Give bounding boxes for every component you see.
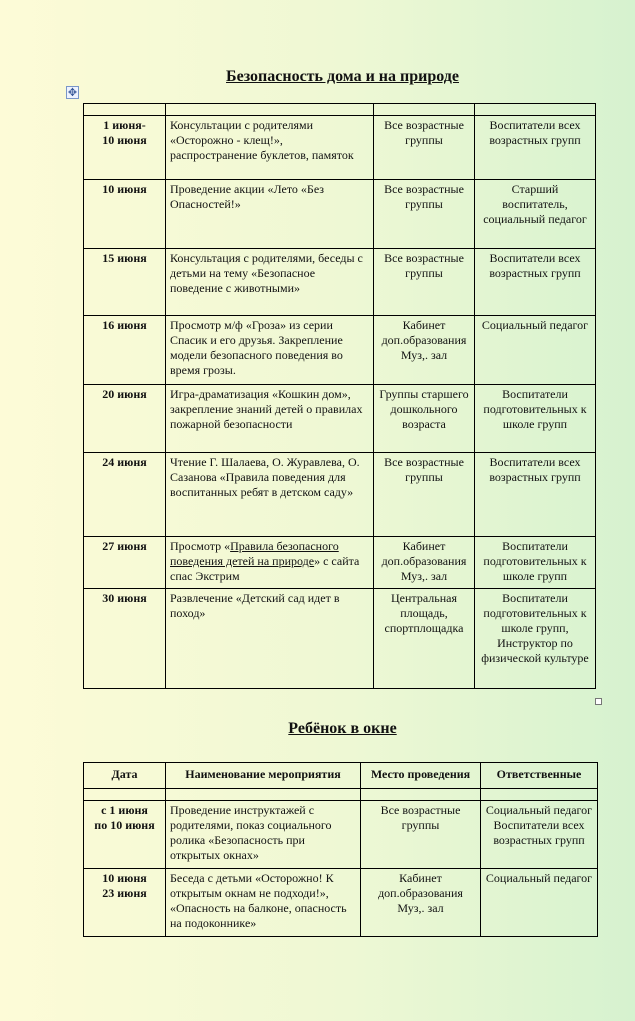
responsible-cell: Воспитатели подготовительных к школе групп [475, 385, 596, 453]
date-cell: 10 июня 23 июня [84, 869, 166, 937]
responsible-cell: Воспитатели подготовительных к школе групп [475, 537, 596, 589]
table-move-handle-icon[interactable]: ✥ [67, 86, 78, 99]
window-safety-table [83, 762, 598, 937]
table-row [84, 453, 596, 537]
place-cell: Все возрастные группы [374, 453, 475, 537]
date-cell: 20 июня [84, 385, 166, 453]
date-cell: 24 июня [84, 453, 166, 537]
table-row [84, 589, 596, 689]
event-cell: Чтение Г. Шалаева, О. Журавлева, О. Сазанова «Правила поведения для воспитанных ребят в детском саду» [166, 453, 374, 537]
event-cell: Проведение инструктажей с родителями, показ социального ролика «Безопасность при открытых окнах» [166, 801, 361, 869]
table-row [84, 180, 596, 249]
date-cell: 1 июня- 10 июня [84, 116, 166, 180]
table-spacer-row [84, 789, 598, 801]
place-cell: Все возрастные группы [374, 249, 475, 316]
event-cell: Игра-драматизация «Кошкин дом», закрепление знаний детей о правилах пожарной безопасности [166, 385, 374, 453]
date-cell: 30 июня [84, 589, 166, 689]
date-cell: 10 июня [84, 180, 166, 249]
table-row [84, 116, 596, 180]
responsible-cell: Воспитатели всех возрастных групп [475, 116, 596, 180]
responsible-cell: Социальный педагог [481, 869, 598, 937]
date-cell: 27 июня [84, 537, 166, 589]
safety-table [83, 103, 596, 689]
event-link[interactable]: Правила безопасного поведения детей на природе [170, 539, 339, 568]
table-row [84, 385, 596, 453]
table-row [84, 249, 596, 316]
table-row [84, 801, 598, 869]
table-header-row-empty [84, 104, 596, 116]
date-cell: 16 июня [84, 316, 166, 385]
place-cell: Все возрастные группы [374, 116, 475, 180]
responsible-cell: Старший воспитатель, социальный педагог [475, 180, 596, 249]
place-cell: Все возрастные группы [374, 180, 475, 249]
event-suffix: » с сайта спас Экстрим [170, 554, 360, 583]
event-cell: Проведение акции «Лето «Без Опасностей!» [166, 180, 374, 249]
section-title-safety: Безопасность дома и на природе [226, 68, 459, 85]
responsible-cell: Воспитатели всех возрастных групп [475, 249, 596, 316]
event-prefix: Просмотр « [170, 539, 231, 553]
table-row [84, 537, 596, 589]
event-cell: Беседа с детьми «Осторожно! К открытым окнам не подходи!», «Опасность на балконе, опасность на подоконнике» [166, 869, 361, 937]
event-cell: Консультации с родителями «Осторожно - клещ!», распространение буклетов, памяток [166, 116, 374, 180]
date-cell: 15 июня [84, 249, 166, 316]
date-cell: с 1 июня по 10 июня [84, 801, 166, 869]
event-cell [166, 537, 374, 589]
event-cell: Просмотр м/ф «Гроза» из серии Спасик и его друзья. Закрепление модели безопасного поведения во время грозы. [166, 316, 374, 385]
place-cell: Группы старшего дошкольного возраста [374, 385, 475, 453]
place-cell: Кабинет доп.образования Муз,. зал [361, 869, 481, 937]
header-responsible: Ответственные [481, 763, 598, 789]
table-row [84, 316, 596, 385]
event-cell: Развлечение «Детский сад идет в поход» [166, 589, 374, 689]
event-cell: Консультация с родителями, беседы с детьми на тему «Безопасное поведение с животными» [166, 249, 374, 316]
responsible-cell: Социальный педагог Воспитатели всех возрастных групп [481, 801, 598, 869]
responsible-cell: Социальный педагог [475, 316, 596, 385]
header-event: Наименование мероприятия [166, 763, 361, 789]
header-date: Дата [84, 763, 166, 789]
responsible-cell: Воспитатели всех возрастных групп [475, 453, 596, 537]
section-title-window: Ребёнок в окне [288, 720, 397, 737]
table-header-row [84, 763, 598, 789]
table-resize-handle-icon[interactable] [595, 698, 602, 705]
place-cell: Кабинет доп.образования Муз,. зал [374, 316, 475, 385]
header-place: Место проведения [361, 763, 481, 789]
responsible-cell: Воспитатели подготовительных к школе групп, Инструктор по физической культуре [475, 589, 596, 689]
place-cell: Кабинет доп.образования Муз,. зал [374, 537, 475, 589]
place-cell: Центральная площадь, спортплощадка [374, 589, 475, 689]
place-cell: Все возрастные группы [361, 801, 481, 869]
table-row [84, 869, 598, 937]
